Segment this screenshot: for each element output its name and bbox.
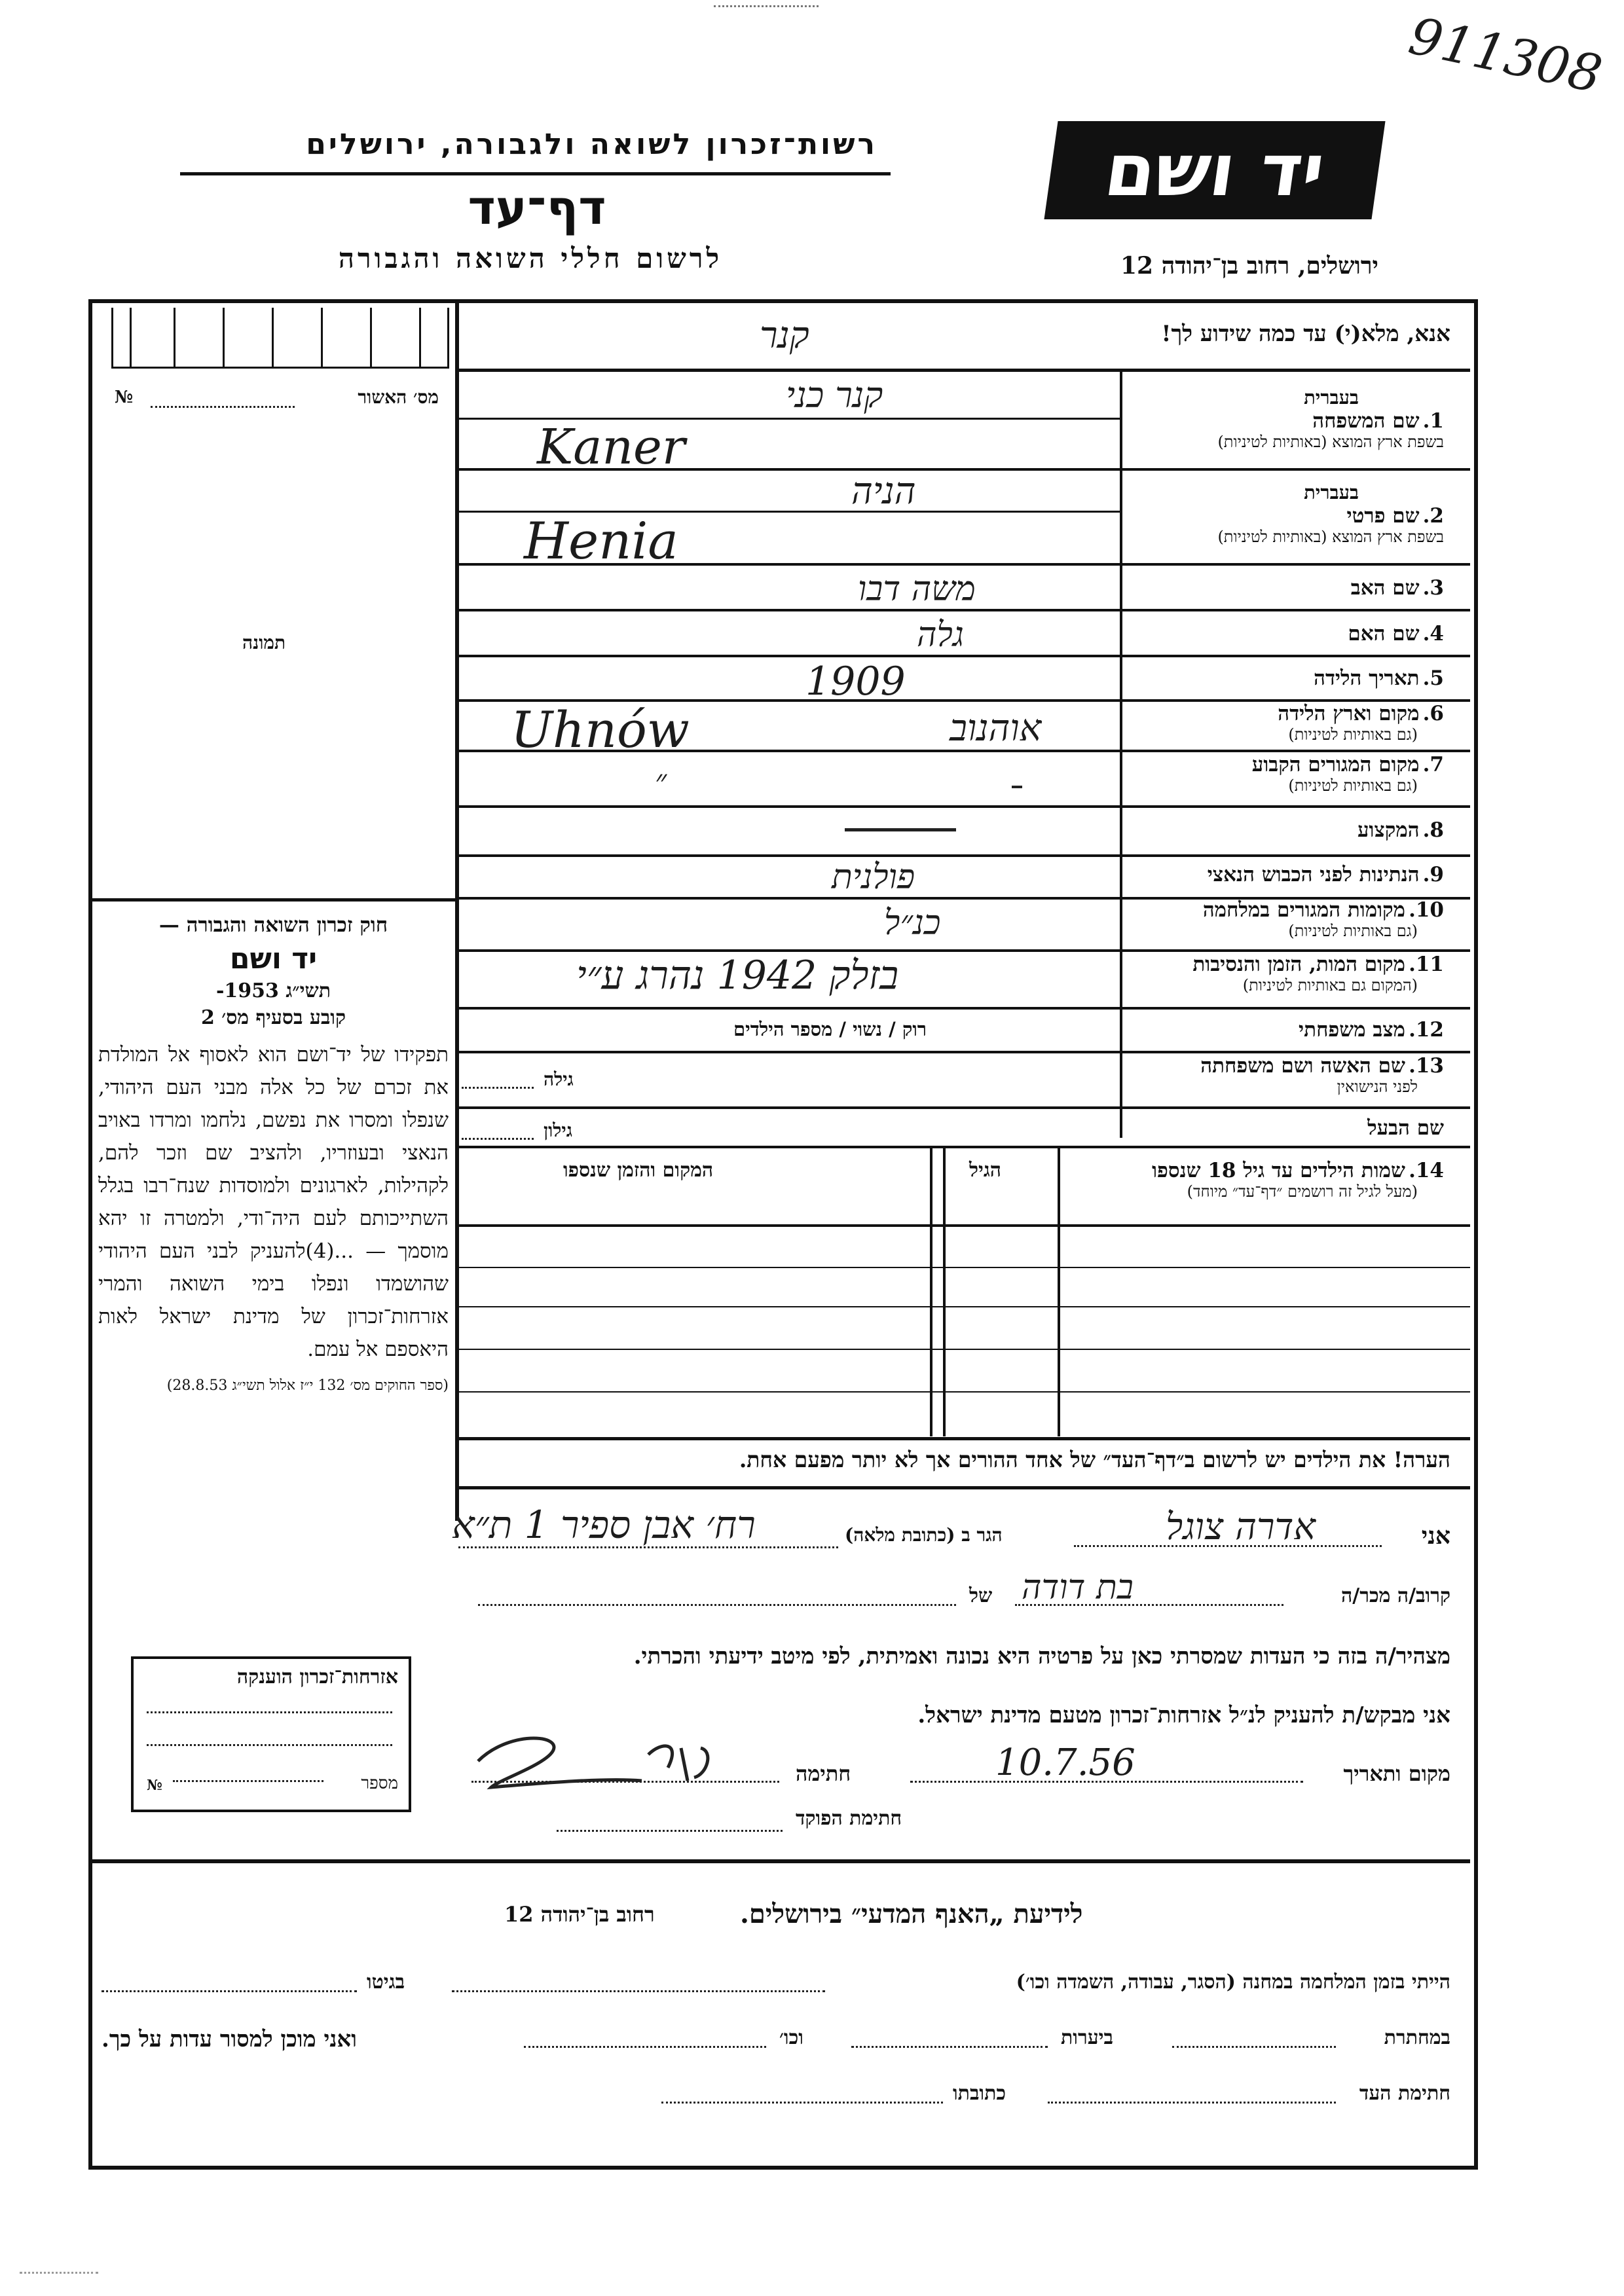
children-col-rule-3 [930,1148,932,1436]
relation-line [1015,1604,1283,1606]
declarant-address[interactable]: רח׳ אבן ספיר 1 ת״א [452,1503,756,1547]
field-5-value[interactable]: 1909 [805,659,906,704]
field-13-label [1123,1054,1444,1097]
archive-number: 911308 [1403,7,1607,105]
row-rule-4 [458,655,1470,657]
field-6-sub: (גם באותיות לטיניות) [1288,725,1418,744]
photo-label: תמונה [242,632,286,653]
place-date-label: מקום ותאריך [1343,1761,1450,1786]
field-3-num: 3. [1422,576,1444,600]
document-title: דף־עד [468,180,606,235]
field-10-sub: (גם באותיות לטיניות) [1288,922,1418,940]
field-3-name: שם האב [1350,576,1420,600]
scan-mark-bottom [20,2272,98,2274]
field-2-value-hebrew[interactable]: הניה [851,470,916,513]
field-11-value[interactable]: בזלק 1942 נהרג ע״י [576,953,899,998]
field-1-value-hebrew[interactable]: קנר כני [786,374,883,416]
declarant-signature[interactable] [471,1715,733,1800]
underground-label: במחתרת [1384,2026,1450,2049]
field-12-label [1299,1018,1444,1042]
logo-text: יד ושם [1099,128,1330,212]
declaration-statement: מצהיר/ה בזה כי העדות שמסרתי כאן על פרטיה היא נכונה ואמיתית, לפי מיטב ידיעתי והכרתי. [633,1643,1450,1669]
field-12-name: מצב משפחתי [1299,1018,1405,1042]
law-name: יד ושם [229,942,318,975]
header-rule [180,172,891,175]
field-5-label [1314,666,1444,690]
field-9-value[interactable]: פולנית [832,858,915,897]
citizenship-box [131,1656,411,1812]
law-section: קובע בסעיף מס׳ 2 [200,1006,346,1029]
official-signature-label: חתימת הפוקד [796,1807,902,1830]
law-source: (ספר החוקים מס׳ 132 י״ז אלול תשי״ג 28.8.53) [166,1377,449,1394]
ready-to-testify: ואני מוכן למסור עדות על כך. [101,2026,357,2052]
field-7-num: 7. [1422,753,1444,776]
field-9-num: 9. [1422,863,1444,886]
children-note: הערה! את הילדים יש לרשום ב״דף־העד״ של אחד ההורים אך לא יותר מפעם אחת. [739,1447,1450,1472]
citizenship-no-symbol: № [147,1777,162,1794]
declarant-name[interactable]: אדרה צוגל [1166,1506,1316,1548]
ghetto-label: בגיטו [367,1971,405,1994]
label-column-divider [1120,372,1122,1138]
children-bottom-rule [458,1437,1470,1440]
sidebar-law-rule [90,898,455,902]
children-num: 14. [1409,1159,1444,1182]
authority-name: רשות־זכרון לשואה ולגבורה, ירושלים [306,128,877,161]
intro-handwritten: קנר [760,314,809,357]
field-11-name: מקום המות, הזמן והנסיבות [1192,953,1405,976]
children-sub: (מעל לגיל זה רושמים ״דף־עד״ מיוחד) [1187,1182,1418,1201]
row-rule-14 [458,1146,1470,1148]
law-year: תשי״ג 1953- [215,979,331,1002]
relation-value[interactable]: בת דודה [1022,1568,1134,1607]
field-11-label [1123,953,1444,995]
field-1-hebrew-tag: בעברית [1304,386,1359,409]
intro-rule [455,369,1470,372]
field-3-value[interactable]: משה דבו [858,570,976,609]
ghetto-field[interactable] [101,1990,357,1992]
bottom-title: לידיעת „האנף המדעי״ בירושלים. [740,1899,1083,1929]
row-rule-10 [458,949,1470,952]
field-1-num: 1. [1422,409,1444,433]
bottom-line-1: הייתי בזמן המלחמה במחנה (הסגר, עבודה, השמדה וכו׳) [1016,1971,1450,1994]
witness-address-label: כתובתו [953,2082,1006,2105]
field-6-value-hebrew[interactable]: אוהנוב [950,707,1042,750]
citizenship-number-label: מספר [361,1774,398,1793]
field-6-value-latin[interactable]: Uhnów [511,701,690,759]
cert-number-field[interactable] [151,393,295,408]
forests-label: ביערות [1061,2026,1114,2049]
relation-of: של [969,1584,993,1607]
field-11-sub: (המקום גם באותיות לטיניות) [1242,976,1418,994]
field-10-num: 10. [1409,898,1444,922]
field-2-num: 2. [1422,504,1444,528]
children-col-rule-2 [943,1148,946,1436]
field-6-label [1130,702,1444,744]
place-date-value[interactable]: 10.7.56 [995,1741,1135,1784]
children-row-3 [458,1349,1470,1350]
field-13-value-label: גילה [544,1068,574,1090]
field-9-label [1208,863,1444,886]
field-10-label [1123,898,1444,941]
relation-label: קרוב/ה מכר/ה [1341,1584,1450,1607]
field-13-line[interactable] [462,1087,534,1089]
citizenship-number-field[interactable] [173,1780,323,1782]
cert-no-symbol: № [115,388,134,407]
field-13-num: 13. [1409,1054,1444,1078]
field-4-label [1348,622,1444,646]
field-4-name: שם האם [1348,622,1420,646]
field-1-value-latin[interactable]: Kaner [537,419,686,475]
document-subtitle: לרשום חללי השואה והגבורה [338,242,723,274]
field-husband-label: שם הבעל [1367,1116,1444,1140]
header-address: ירושלים, רחוב בן־יהודה 12 [1120,252,1378,280]
law-title: חוק זכרון השואה והגבורה — [158,913,388,937]
field-3-label [1351,576,1444,600]
row-rule-11 [458,1007,1470,1010]
field-8-name: המקצוע [1357,818,1420,842]
witness-address-field[interactable] [661,2102,943,2104]
row-rule-8 [458,854,1470,857]
husband-line[interactable] [462,1138,534,1140]
law-text: תפקידו של יד־ושם הוא לאסוף אל המולדת את זכרם של כל אלה מבני העם היהודי, שנפלו ומסרו את נפשם, נלחמו ומרדו באויב הנאצי ובעוזריו, ולהציב שם וזכר להם, לקהילות, לארגונים ולמוסדות שנח־רבו בגלל השתייכותם לעם היה־ודי, ולמטרה זו יהא מוסמך — ...(4)להעניק לבני העם היהודי שהושמדו ונפלו בימי השואה והמרי אזרחות־זכרון של מדינת ישראל לאות היאספם אל עמם. [98,1043,449,1361]
field-5-name: תאריך הלידה [1314,666,1420,690]
signature-label: חתימה [796,1761,851,1786]
field-6-name: מקום וארץ הלידה [1278,702,1420,725]
children-label: שמות הילדים עד גיל 18 שנספו [1152,1159,1405,1182]
field-7-name: מקום המגורים הקבוע [1251,753,1420,776]
card-punch-boxes [111,308,452,373]
field-7-ditto-mark [1012,786,1022,788]
field-1-name: שם המשפחה [1312,409,1420,433]
field-10-name: מקומות המגורים במלחמה [1202,898,1405,922]
etc-field[interactable] [524,2046,766,2048]
field-7-sub: (גם באותיות לטיניות) [1288,776,1418,795]
field-8-dash-mark [845,828,956,831]
field-2-sub: בשפת ארץ המוצא (באותיות לטיניות) [1217,528,1444,546]
yad-vashem-logo [1044,121,1385,219]
field-2-hebrew-tag: בעברית [1304,481,1359,503]
witness-signature-label: חתימת העד [1359,2082,1450,2105]
sidebar-divider [455,303,459,1521]
children-header [1051,1159,1444,1201]
children-header-rule [458,1224,1470,1227]
children-row-2 [458,1306,1470,1307]
field-2-name: שם פרטי [1346,504,1420,528]
field-9-name: הנתינות לפני הכבוש הנאצי [1207,863,1420,886]
field-13-name: שם האשה ושם משפחתה [1200,1054,1405,1078]
camp-field[interactable] [452,1990,825,1992]
declaration-ani: אני [1421,1522,1450,1550]
field-2-label [1130,481,1444,547]
declaration-resides: הגר ב (כתובת מלאה) [845,1524,1003,1546]
place-date-line [910,1781,1303,1783]
field-2-value-latin[interactable]: Henia [524,512,678,571]
form-intro: אנא, מלא(י) עד כמה שידוע לך! [1161,321,1450,347]
row-rule-13 [458,1106,1470,1109]
etc-label: וכו׳ [779,2026,803,2049]
citizenship-line-2 [147,1744,392,1746]
field-10-value[interactable]: כנ״ל [884,903,941,943]
children-row-4 [458,1391,1470,1393]
bottom-address: רחוב בן־יהודה 12 [504,1902,655,1927]
citizenship-title: אזרחות־זכרון הוענקה [236,1666,398,1688]
row-rule-7 [458,805,1470,808]
signature-line [471,1781,779,1783]
field-12-value: רוק / נשוי / מספר הילדים [733,1018,927,1040]
citizenship-line-1 [147,1711,392,1713]
declaration-request: אני מבקש/ת להעניק לנ״ל אזרחות־זכרון מטעם מדינת ישראל. [917,1702,1450,1728]
children-age-header: הגיל [969,1159,1002,1182]
field-13-sub: לפני הנישואין [1337,1078,1418,1096]
row-rule-3 [458,609,1470,611]
official-signature-line[interactable] [557,1830,783,1832]
row-rule-12 [458,1051,1470,1053]
field-12-num: 12. [1409,1018,1444,1042]
law-block [98,913,449,1397]
field-8-label [1357,818,1444,842]
field-1-sub: בשפת ארץ המוצא (באותיות לטיניות) [1217,433,1444,451]
forests-field[interactable] [851,2046,1048,2048]
scan-mark [714,5,819,27]
field-4-num: 4. [1422,622,1444,646]
husband-value-label: גילון [544,1120,572,1141]
field-5-num: 5. [1422,666,1444,690]
underground-field[interactable] [1172,2046,1336,2048]
bottom-section-rule [90,1859,1470,1863]
cert-number-label: מס׳ האשור [358,386,439,408]
children-place-header: המקום והזמן שנספו [563,1159,714,1182]
field-4-value[interactable]: גלה [917,615,964,655]
children-row-1 [458,1267,1470,1268]
note-bottom-rule [458,1486,1470,1489]
declarant-name-line [1074,1545,1382,1547]
field-7-value[interactable]: ״ [655,763,667,799]
declarant-address-line [458,1546,838,1548]
witness-signature-field[interactable] [1048,2102,1336,2104]
field-1-label [1130,386,1444,452]
relation-of-line[interactable] [478,1604,956,1606]
field-11-num: 11. [1409,953,1444,976]
field-8-num: 8. [1422,818,1444,842]
field-6-num: 6. [1422,702,1444,725]
field-7-label [1130,753,1444,795]
